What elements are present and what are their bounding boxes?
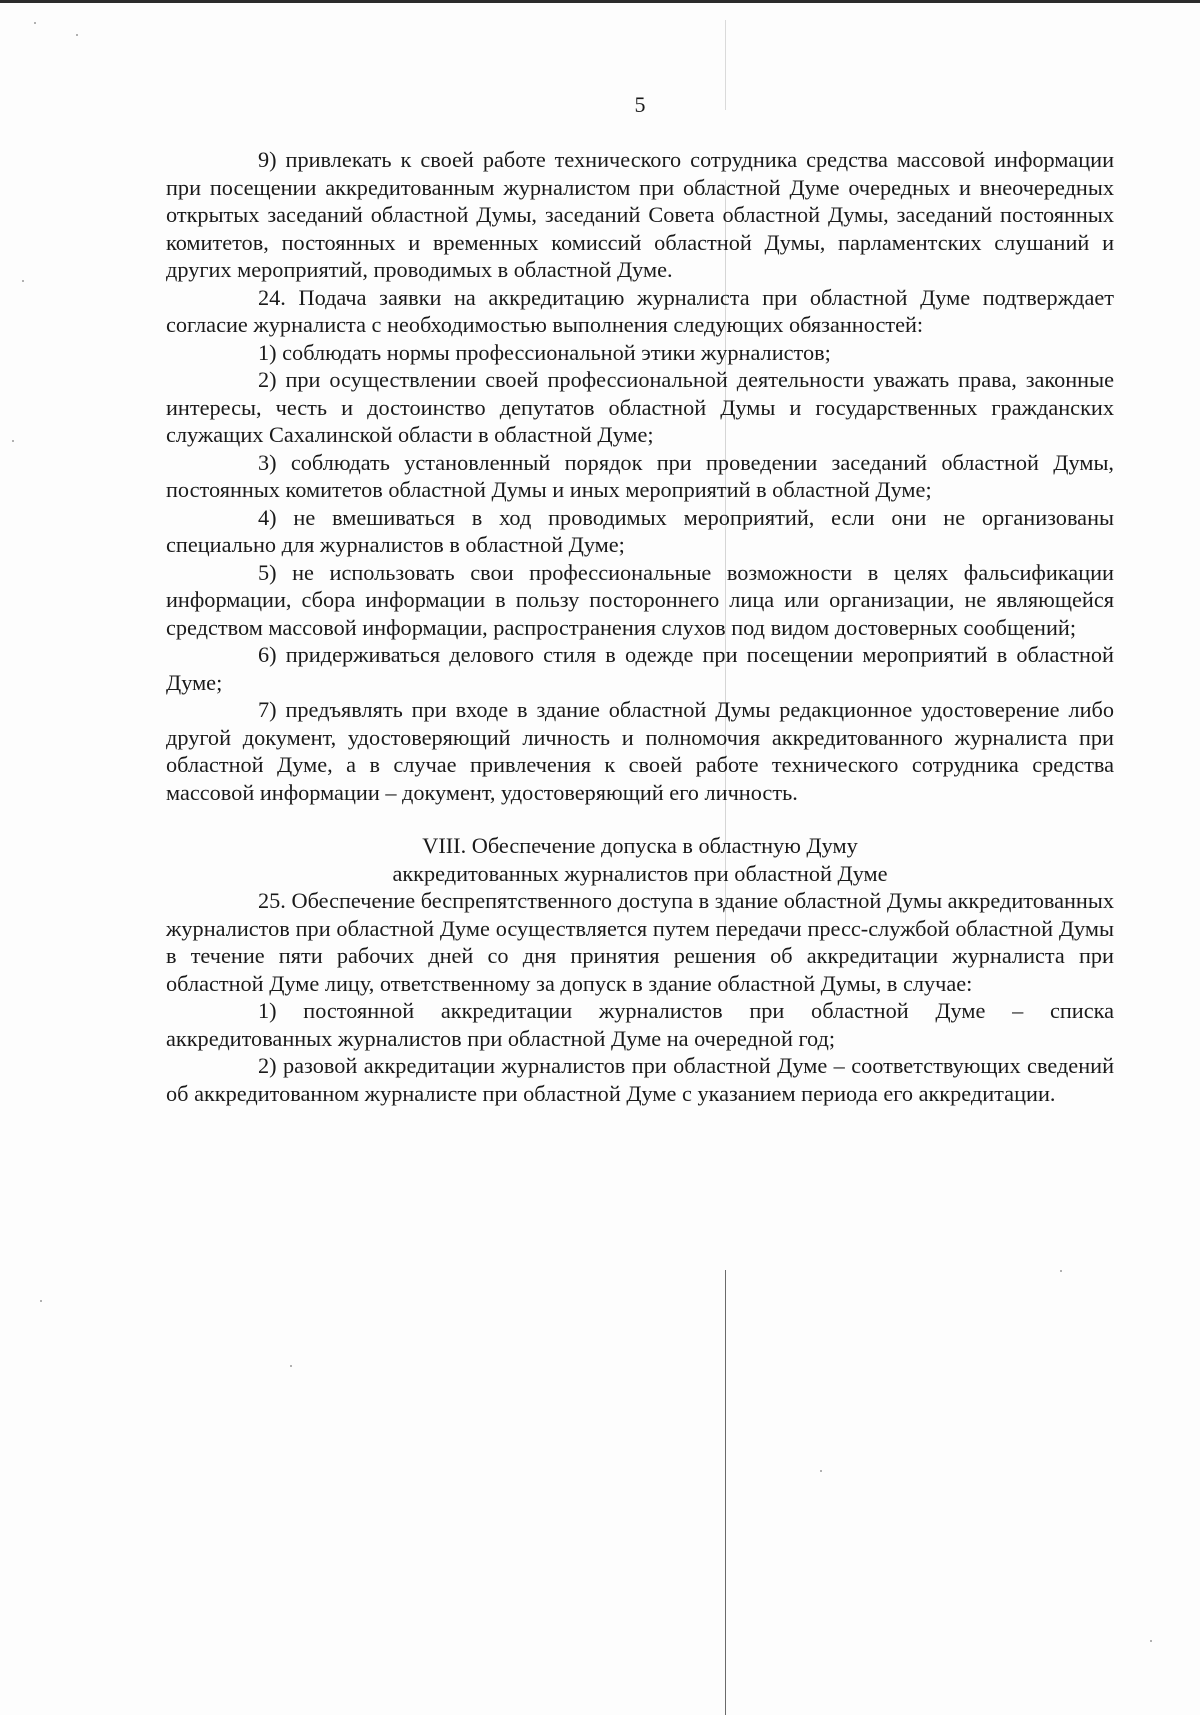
section-heading-line-2: аккредитованных журналистов при областной Думе bbox=[392, 860, 888, 886]
scan-speck bbox=[34, 22, 36, 24]
paragraph: 2) разовой аккредитации журналистов при областной Думе – соответствующих сведений об аккредитованном журналисте при областной Думе с указанием периода его аккредитации. bbox=[166, 1053, 1114, 1106]
scan-speck bbox=[76, 34, 78, 36]
scan-speck bbox=[12, 440, 14, 442]
paragraph: 24. Подача заявки на аккредитацию журналиста при областной Думе подтверждает согласие журналиста с необходимостью выполнения следующих обязанностей: bbox=[166, 284, 1114, 337]
paragraph: 5) не использовать свои профессиональные возможности в целях фальсификации информации, сбора информации в пользу постороннего лица или организации, не являющейся средством массовой информации, распространения слухов под видом достоверных сообщений; bbox=[166, 559, 1114, 640]
paragraph: 4) не вмешиваться в ход проводимых мероприятий, если они не организованы специально для журналистов в областной Думе; bbox=[166, 504, 1114, 557]
scan-fold-line bbox=[725, 1270, 726, 1715]
spacer bbox=[166, 806, 1114, 832]
scan-speck bbox=[290, 1365, 292, 1367]
paragraph: 3) соблюдать установленный порядок при проведении заседаний областной Думы, постоянных комитетов областной Думы и иных мероприятий в областной Думе; bbox=[166, 449, 1114, 502]
scan-top-border bbox=[0, 0, 1200, 3]
scan-speck bbox=[1060, 1270, 1062, 1272]
scan-speck bbox=[820, 1470, 822, 1472]
document-body bbox=[166, 146, 1114, 1107]
page-number: 5 bbox=[634, 92, 646, 117]
section-heading-line-1: VIII. Обеспечение допуска в областную Думу bbox=[422, 833, 858, 858]
paragraph: 7) предъявлять при входе в здание областной Думы редакционное удостоверение либо другой документ, удостоверяющий личность и полномочия аккредитованного журналиста при областной Думе, а в случае привлечения к своей работе технического сотрудника средства массовой информации – документ, удостоверяющий его личность. bbox=[166, 697, 1114, 805]
scan-speck bbox=[1150, 1640, 1152, 1642]
scan-fold-line bbox=[725, 20, 726, 110]
scan-speck bbox=[22, 280, 24, 282]
paragraph: 9) привлекать к своей работе технического сотрудника средства массовой информации при посещении аккредитованным журналистом при областной Думе очередных и внеочередных открытых заседаний областной Думы, заседаний Совета областной Думы, заседаний постоянных комитетов, постоянных и временных комиссий областной Думы, парламентских слушаний и других мероприятий, проводимых в областной Думе. bbox=[166, 147, 1114, 282]
paragraph: 2) при осуществлении своей профессиональной деятельности уважать права, законные интересы, честь и достоинство депутатов областной Думы и государственных гражданских служащих Сахалинской области в областной Думе; bbox=[166, 367, 1114, 447]
paragraph: 6) придерживаться делового стиля в одежде при посещении мероприятий в областной Думе; bbox=[166, 642, 1114, 695]
paragraph: 25. Обеспечение беспрепятственного доступа в здание областной Думы аккредитованных журналистов при областной Думе осуществляется путем передачи пресс-службой областной Думы в течение пяти рабочих дней со дня принятия решения об аккредитации журналиста при областной Думе лицу, ответственному за допуск в здание областной Думы, в случае: bbox=[166, 888, 1114, 996]
scan-speck bbox=[40, 1300, 42, 1302]
paragraph: 1) постоянной аккредитации журналистов при областной Думе – списка аккредитованных журналистов при областной Думе на очередной год; bbox=[166, 998, 1114, 1051]
paragraph: 1) соблюдать нормы профессиональной этики журналистов; bbox=[258, 339, 831, 365]
